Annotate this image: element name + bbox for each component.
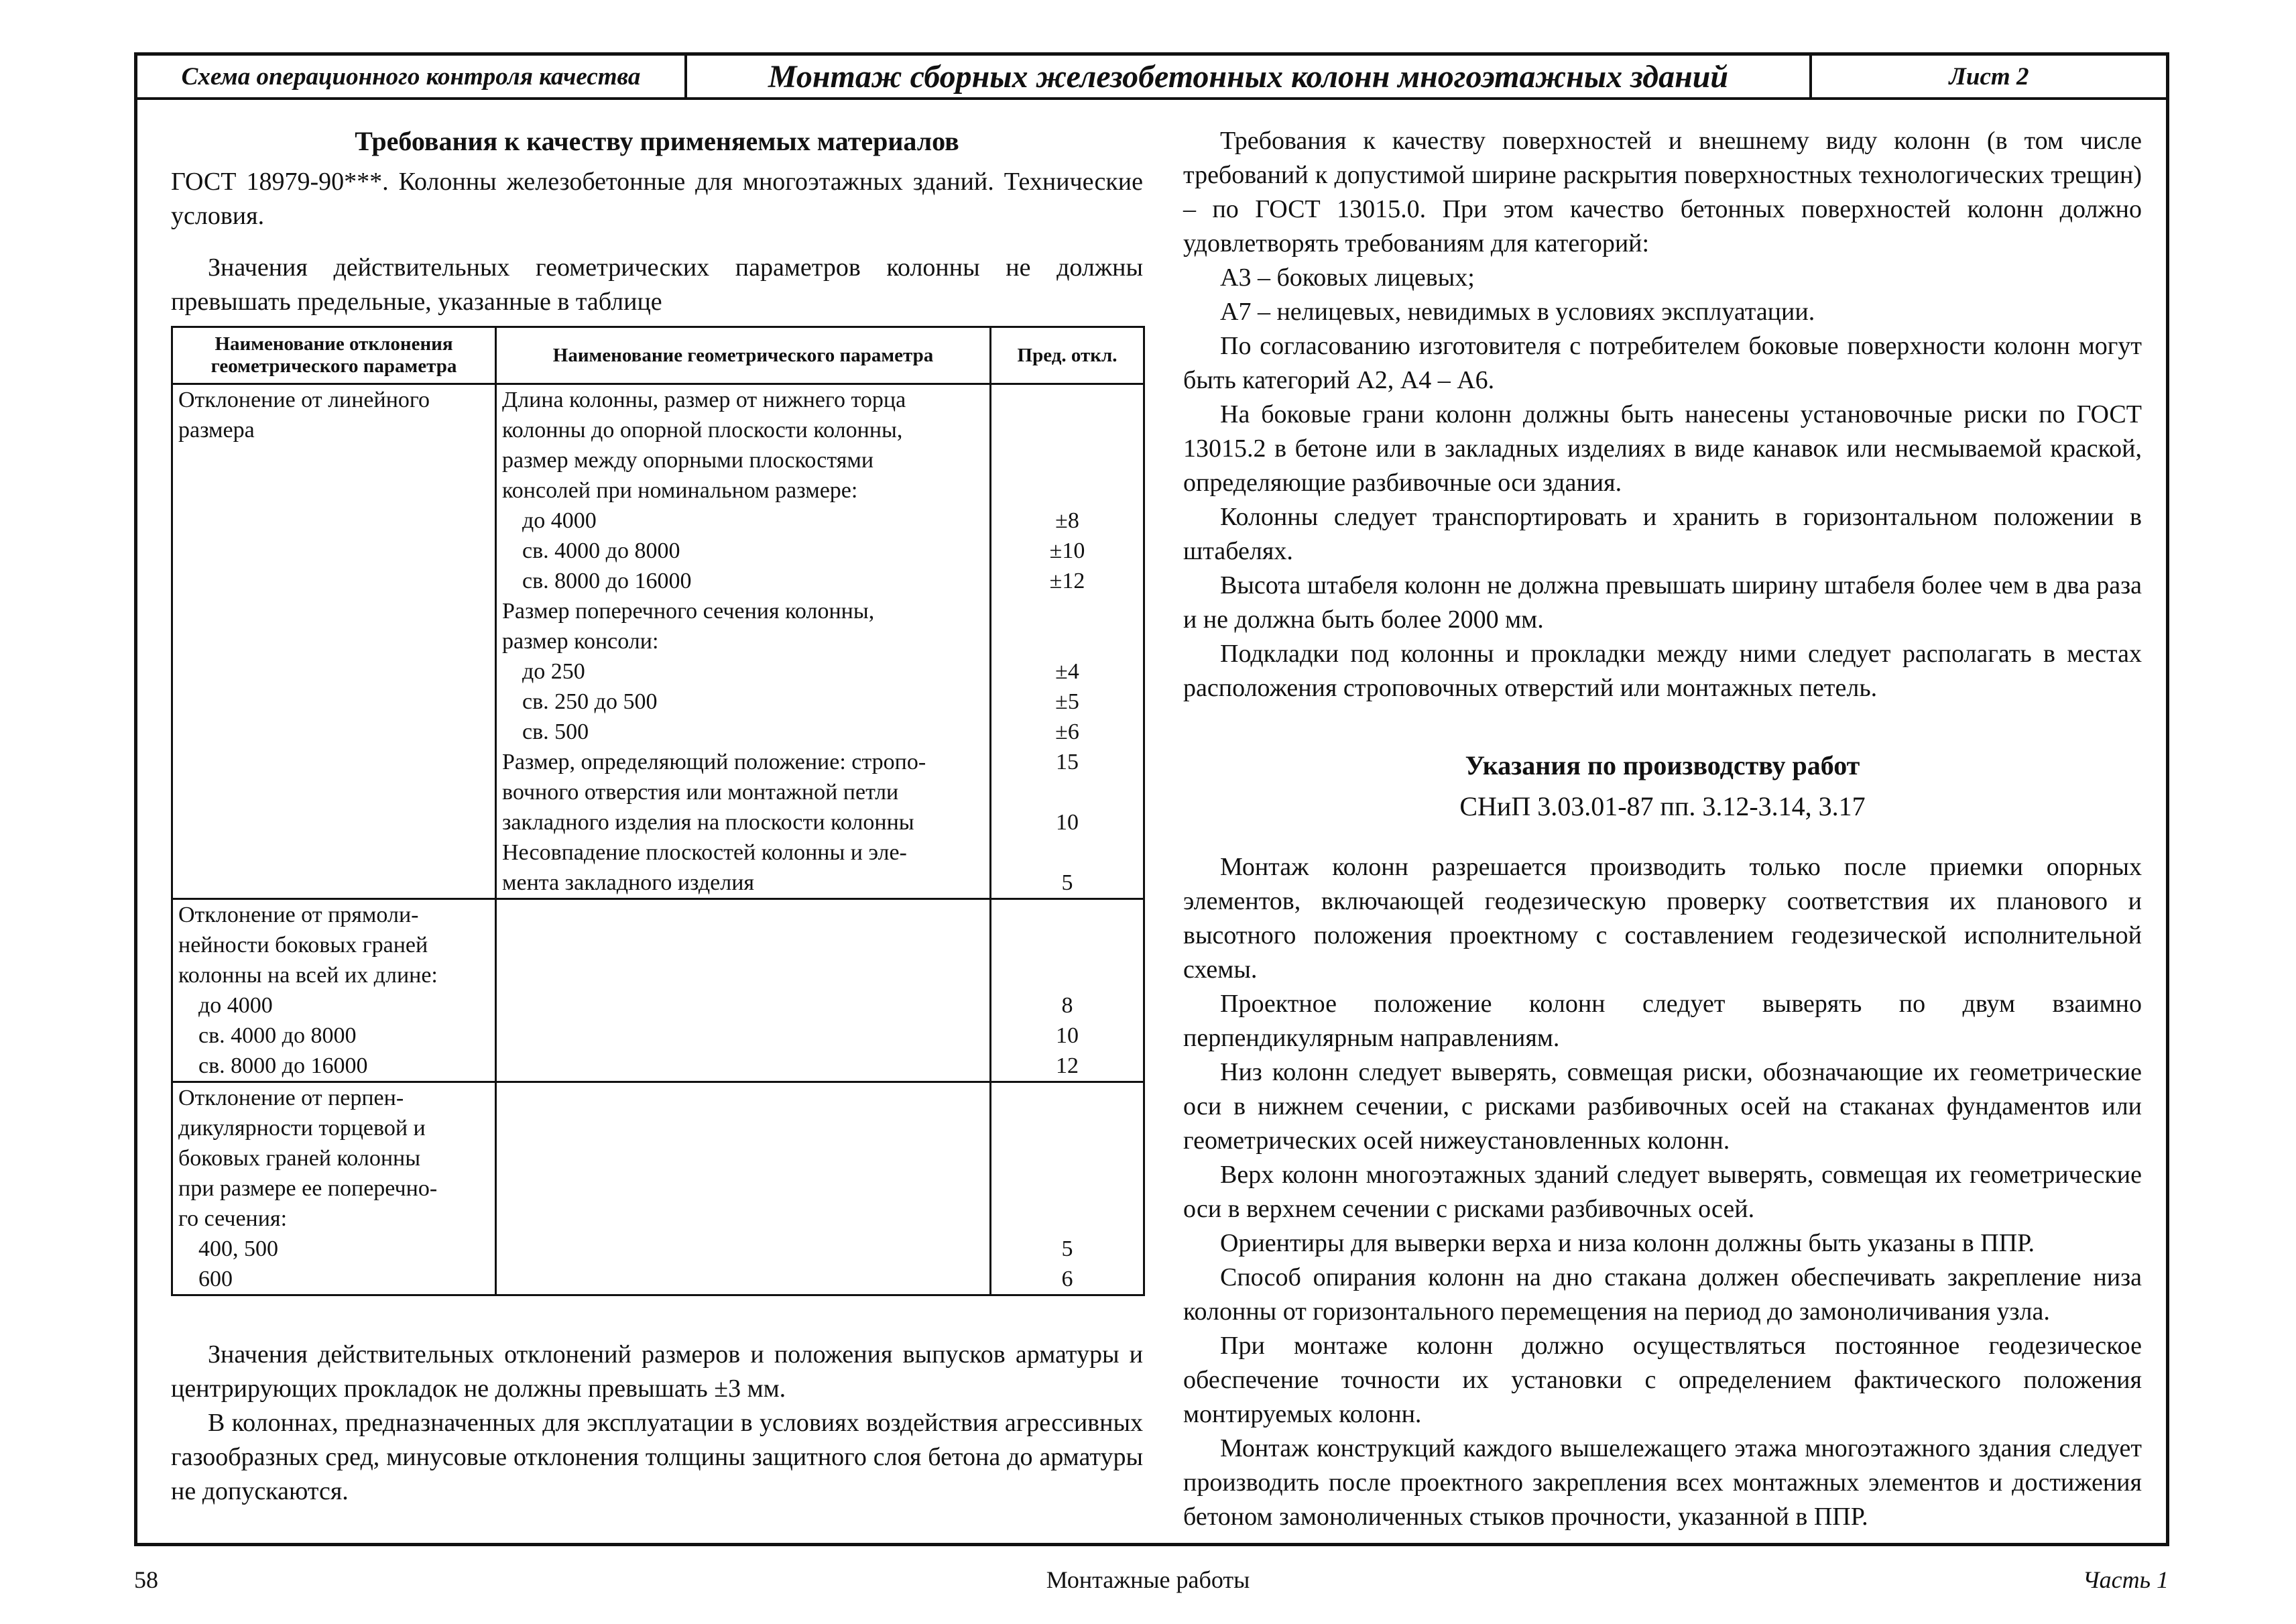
table-line — [178, 687, 489, 717]
table-line: ±4 — [1055, 659, 1079, 684]
table-line — [997, 1113, 1138, 1143]
table-line — [178, 596, 489, 626]
table-line — [178, 868, 489, 898]
table-line: ±12 — [1049, 569, 1085, 593]
work-acceptance: Монтаж колонн разрешается производить только после приемки опорных элементов, включающей геодезическую проверку соответствия их планового и высотного положения проектному с составлением геодезической исполнительной схемы. — [1183, 853, 2142, 984]
table-row — [172, 384, 1144, 899]
table-line: нейности боковых граней — [178, 933, 428, 958]
table-line — [178, 777, 489, 807]
aggressive-env-note: В колоннах, предназначенных для эксплуатации в условиях воздействия агрессивных газообразных сред, минусовые отклонения толщины защитного слоя бетона до арматуры не допускаются. — [171, 1409, 1143, 1505]
table-line — [997, 475, 1138, 506]
snip-reference: СНиП 3.03.01-87 пп. 3.12-3.14, 3.17 — [1459, 791, 1866, 821]
table-line: св. 8000 до 16000 — [522, 569, 692, 593]
table-line — [502, 1173, 984, 1204]
table-line — [502, 1113, 984, 1143]
table-row — [172, 1082, 1144, 1295]
table-row — [172, 899, 1144, 1082]
table-line — [997, 415, 1138, 445]
table-line — [178, 536, 489, 566]
table-line — [178, 475, 489, 506]
table-line: 10 — [1056, 1023, 1079, 1048]
category-a3: А3 – боковых лицевых; — [1220, 264, 1475, 292]
col-header-limit: Пред. откл. — [991, 327, 1144, 384]
table-line — [502, 1083, 984, 1113]
limit-cell — [991, 384, 1144, 899]
page-number: 58 — [134, 1566, 158, 1593]
table-line: св. 4000 до 8000 — [522, 538, 680, 563]
work-geodesy: При монтаже колонн должно осуществляться постоянное геодезическое обеспечение точности их установки с определением фактического положения монтируемых колонн. — [1183, 1332, 2142, 1428]
table-line: 5 — [1061, 870, 1073, 895]
table-line: консолей при номинальном размере: — [502, 478, 858, 503]
header-scheme: Схема операционного контроля качества — [137, 56, 687, 97]
table-line — [997, 626, 1138, 656]
table-line — [178, 445, 489, 475]
table-line: 15 — [1056, 750, 1079, 774]
table-line: колонны до опорной плоскости колонны, — [502, 418, 903, 443]
table-intro: Значения действительных геометрических параметров колонны не должны превышать предельные, указанные в таблице — [171, 253, 1143, 316]
parameter-cell — [496, 1082, 991, 1295]
parameter-cell — [496, 899, 991, 1082]
materials-heading: Требования к качеству применяемых материалов — [355, 126, 959, 156]
table-line: 10 — [1056, 810, 1079, 835]
table-line: св. 8000 до 16000 — [198, 1053, 368, 1078]
table-line: Размер поперечного сечения колонны, — [502, 599, 875, 624]
table-line — [997, 900, 1138, 930]
table-line: 12 — [1056, 1053, 1079, 1078]
surface-agreement: По согласованию изготовителя с потребителем боковые поверхности колонн могут быть категорий А2, А4 – А6. — [1183, 332, 2142, 394]
transport-storage: Колонны следует транспортировать и хранить в горизонтальном положении в штабелях. — [1183, 503, 2142, 565]
table-line: до 4000 — [522, 508, 597, 533]
table-line — [502, 1021, 984, 1051]
table-line: ±10 — [1049, 538, 1085, 563]
table-line: Отклонение от линейного — [178, 388, 430, 412]
table-line: св. 4000 до 8000 — [198, 1023, 357, 1048]
header-sheet: Лист 2 — [1949, 62, 2029, 91]
deviation-table — [171, 326, 1145, 1296]
table-line — [997, 1173, 1138, 1204]
category-a7: А7 – нелицевых, невидимых в условиях эксплуатации. — [1220, 298, 1815, 326]
deviation-cell — [172, 1082, 496, 1295]
table-line: дикулярности торцевой и — [178, 1116, 426, 1141]
table-line — [502, 990, 984, 1021]
limit-cell — [991, 1082, 1144, 1295]
table-line: св. 500 — [522, 719, 589, 744]
table-line — [502, 1204, 984, 1234]
col-header-deviation: Наименование отклонения геометрического параметра — [172, 327, 496, 384]
table-line: мента закладного изделия — [502, 870, 755, 895]
table-line — [502, 1143, 984, 1173]
stack-height: Высота штабеля колонн не должна превышать ширину штабеля более чем в два раза и не должна быть более 2000 мм. — [1183, 571, 2142, 634]
table-line — [997, 1204, 1138, 1234]
marking-risks: На боковые грани колонн должны быть нанесены установочные риски по ГОСТ 13015.2 в бетоне или в закладных изделиях в виде канавок или несмываемой краской, определяющие разбивочные оси здания. — [1183, 400, 2142, 497]
footer-section: Монтажные работы — [1046, 1566, 1250, 1593]
table-line — [502, 930, 984, 960]
deviation-cell — [172, 384, 496, 899]
table-line — [178, 807, 489, 837]
works-heading: Указания по производству работ — [1465, 750, 1860, 780]
table-line — [178, 717, 489, 747]
page-frame — [134, 52, 2169, 1546]
parameter-cell — [496, 384, 991, 899]
table-line: го сечения: — [178, 1206, 288, 1231]
table-line — [997, 930, 1138, 960]
table-line: св. 250 до 500 — [522, 689, 658, 714]
table-line: 400, 500 — [198, 1236, 278, 1261]
table-line: размер консоли: — [502, 629, 659, 654]
table-line — [997, 960, 1138, 990]
col-header-parameter: Наименование геометрического параметра — [496, 327, 991, 384]
work-alignment: Проектное положение колонн следует выверять по двум взаимно перпендикулярным направлениям. — [1183, 990, 2142, 1052]
table-line: боковых граней колонны — [178, 1146, 421, 1171]
right-column — [1183, 124, 2142, 1534]
work-bottom: Низ колонн следует выверять, совмещая риски, обозначающие их геометрические оси в нижнем сечении, с рисками разбивочных осей на стаканах фундаментов или геометрических осей нижеустановленных колонн. — [1183, 1058, 2142, 1155]
table-line: до 250 — [522, 659, 585, 684]
table-line — [997, 596, 1138, 626]
table-line: 5 — [1061, 1236, 1073, 1261]
rebar-note: Значения действительных отклонений размеров и положения выпусков арматуры и центрирующих прокладок не должны превышать ±3 мм. — [171, 1340, 1143, 1403]
table-line — [178, 626, 489, 656]
table-line — [997, 837, 1138, 868]
table-line: размера — [178, 418, 255, 443]
footer-part: Часть 1 — [2082, 1566, 2169, 1593]
work-next-floor: Монтаж конструкций каждого вышележащего этажа многоэтажного здания следует производить после проектного закрепления всех монтажных элементов и достижения бетоном замоноличенных стыков прочности, указанной в ППР. — [1183, 1434, 2142, 1531]
table-line — [997, 385, 1138, 415]
work-support: Способ опирания колонн на дно стакана должен обеспечивать закрепление низа колонны от горизонтального перемещения на период до замоноличивания узла. — [1183, 1263, 2142, 1326]
deviation-cell — [172, 899, 496, 1082]
table-line: закладного изделия на плоскости колонны — [502, 810, 914, 835]
table-line — [178, 747, 489, 777]
table-line — [502, 1264, 984, 1294]
left-column — [171, 124, 1143, 1509]
table-line — [502, 900, 984, 930]
table-line: колонны на всей их длине: — [178, 963, 438, 988]
surface-quality: Требования к качеству поверхностей и внешнему виду колонн (в том числе требований к допустимой ширине раскрытия поверхностных технологических трещин) – по ГОСТ 13015.0. При этом качество бетонных поверхностей колонн должно удовлетворять требованиям для категорий: — [1183, 127, 2142, 257]
header-bar — [137, 56, 2166, 100]
table-line — [502, 1234, 984, 1264]
table-line: Отклонение от перпен- — [178, 1086, 404, 1110]
table-line: ±6 — [1055, 719, 1079, 744]
table-line: Размер, определяющий положение: стропо- — [502, 750, 926, 774]
spacers: Подкладки под колонны и прокладки между ними следует располагать в местах расположения строповочных отверстий или монтажных петель. — [1183, 640, 2142, 702]
gost-reference: ГОСТ 18979-90***. Колонны железобетонные для многоэтажных зданий. Технические условия. — [171, 168, 1143, 230]
table-line: до 4000 — [198, 993, 273, 1018]
table-line — [502, 1051, 984, 1081]
header-title: Монтаж сборных железобетонных колонн многоэтажных зданий — [687, 56, 1812, 97]
table-line: 8 — [1061, 993, 1073, 1018]
table-line — [178, 656, 489, 687]
table-line — [178, 837, 489, 868]
table-line — [997, 1083, 1138, 1113]
table-line: Длина колонны, размер от нижнего торца — [502, 388, 906, 412]
table-line: размер между опорными плоскостями — [502, 448, 874, 473]
table-line — [997, 777, 1138, 807]
table-line: Несовпадение плоскостей колонны и эле- — [502, 840, 907, 865]
table-line: ±5 — [1055, 689, 1079, 714]
table-line — [178, 566, 489, 596]
table-line: при размере ее поперечно- — [178, 1176, 438, 1201]
table-line — [997, 1143, 1138, 1173]
table-line — [997, 445, 1138, 475]
table-line: 600 — [198, 1267, 233, 1291]
table-line: 6 — [1061, 1267, 1073, 1291]
table-line — [178, 506, 489, 536]
table-line — [502, 960, 984, 990]
work-top: Верх колонн многоэтажных зданий следует выверять, совмещая их геометрические оси в верхнем сечении с рисками разбивочных осей. — [1183, 1161, 2142, 1223]
table-line: Отклонение от прямоли- — [178, 903, 419, 927]
table-line: вочного отверстия или монтажной петли — [502, 780, 899, 805]
work-landmarks: Ориентиры для выверки верха и низа колонн должны быть указаны в ППР. — [1220, 1229, 2035, 1257]
limit-cell — [991, 899, 1144, 1082]
table-line: ±8 — [1055, 508, 1079, 533]
